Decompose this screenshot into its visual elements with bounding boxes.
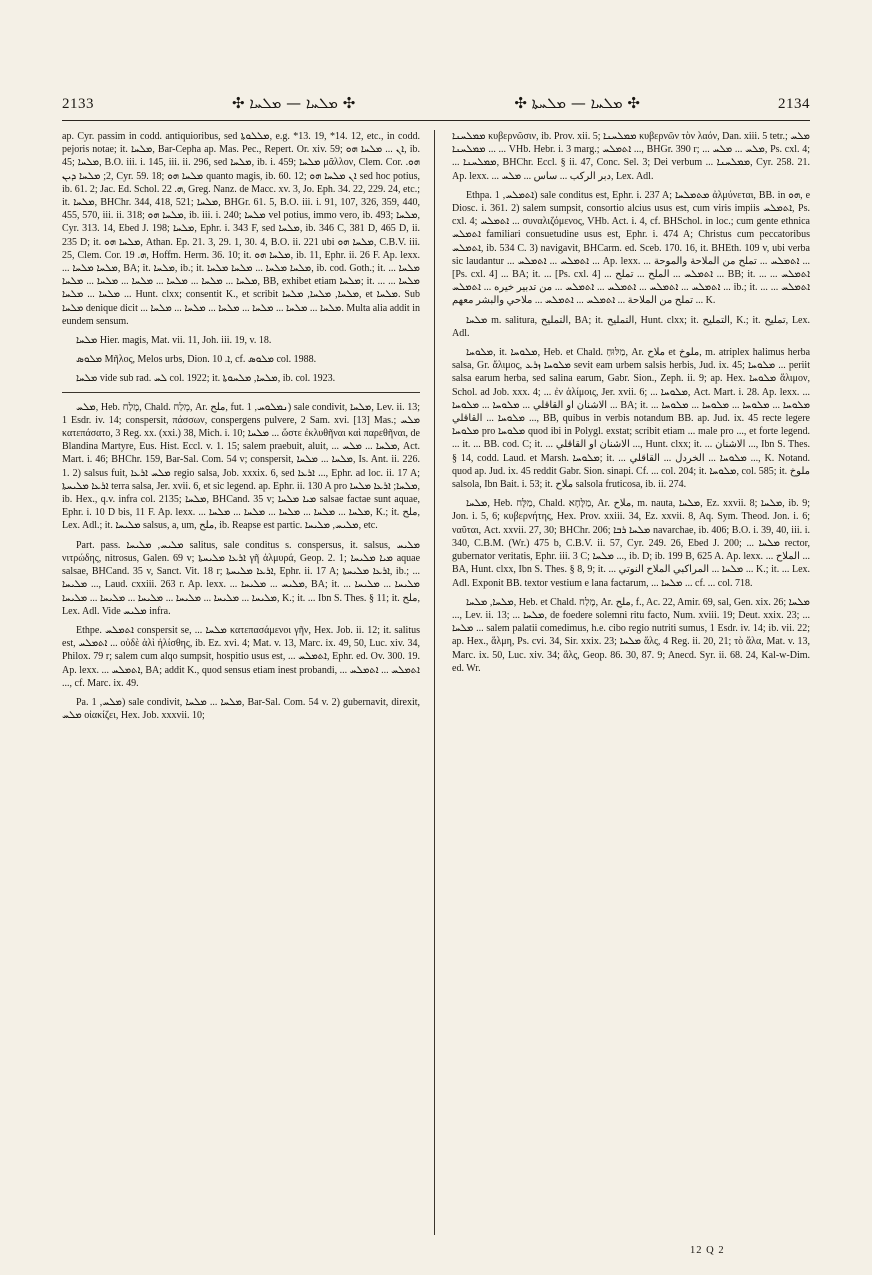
entry-paragraph: ܡܠܚܐ m. salitura, التمليح, BA; it. التمليح, Hunt. clxx; it. التمليح, K.; it. تمليح, Lex. Adl. [452, 314, 810, 339]
right-column [452, 130, 810, 1235]
left-column [62, 130, 420, 1235]
entry-paragraph: Part. pass. ܡܠܝܚ, ܡܠܝܚܐ salitus, sale conditus s. conspersus, it. salsus, ܡܠܝܚ νιτρώδης, nitrosus, Galen. 69 v; ܐܪܥܐ ܡܠܝܚܬܐ γῆ ἁλμυρά, Geop. 2. 1; ܡܝܐ ܡܠܝܚܐ aquae salsae, BHCand. 35 v, Sanct. Vit. 18 r; ܐܪܥܐ ܡܠܝܚܬܐ, Ephr. ii. 17 A; ܐܪܥܐ ܡܠܝܚܬܐ, ib.; ... ܡܠܝܚܐ ..., Laud. cxxiii. 263 r. Ap. lexx. ... ܡܠܝܚ ... ܡܠܝܚܐ, BA; it. ܡܠܝܚܐ ... ܡܠܝܚܐ ... ܡܠܝܚܐ ... ܡܠܝܚܐ ... ܡܠܝܚܐ ... ܡܠܝܚܐ ... ܡܠܝܚܐ ... ܡܠܝܚܐ, K.; it. ... Ibn S. Thes. § 11; it. ملح, Lex. Adl. Vide ܡܠܝܚ infra. [62, 539, 420, 617]
entry-paragraph: ܡܠܚ, Heb. מָלַח, Chald. מְלַח, Ar. ملح, fut. ܢܡܠܘܚ, 1) sale condivit, ܡܠܚܐ, Lev. ii. 13; 1 Esdr. iv. 14; conspersit, πάσσων, conspergens pulvere, 2 Sam. xvi. [13] Mas.; ܡܠܚ κατεπάσατο, 3 Reg. xx. (xxi.) 38, Mich. i. 10; ܡܠܚܐ ... ὥστε ἐκλυθῆναι καὶ παρεθῆναι, de Blandina Martyre, Eus. Hist. Eccl. v. 1. 15; salem praebuit, aluit, ... ܡܠܚܐ ... ܡܠܚ, Act. Mart. i. 46; BHChr. 159, Bar-Sal. Com. 54 v; conspersit, ܡܠܚܐ ... ܡܠܚܐ, Is. Ant. ii. 226. 1. 2) salsus fuit, ܡܠܚ ܐܪܥܐ regio salsa, Job. xxxix. 6, sed ܐܪܥܐ ..., Ephr. ad loc. ii. 17 A; ܐܪܥܐ ܡܠܝܚܬܐ terra salsa, Jer. xvii. 6, et sic legend. ap. Ephr. ii. 130 A pro ܡܠܚܐ; ܐܪܥܐ ܡܠܚܐ, ib. Hex., q.v. infra col. 2135; ܡܠܚܐ, BHCand. 35 v; ܡܝܐ ܡܠܚܐ salsae factae sunt aquae, Ephr. i. 10 D bis, 11 F. Ap. lexx. ... ܡܠܚܐ ... ܡܠܚܐ ... ܡܠܚܐ ... ܡܠܚܐ ... ܡܠܚܐ, K.; it. ملح, Lex. Adl.; it. ܡܠܝܚܐ salsus, a, um, ملح, ib. Reapse est partic. ܡܠܝܚ, ܡܠܝܚܐ, etc. [62, 401, 420, 532]
signature-mark: 12 Q 2 [690, 1245, 725, 1256]
right-page-number: 2134 [778, 96, 810, 112]
entry-paragraph: Pa. ܡܠܚ, 1) sale condivit, ܡܠܚܐ ... ܡܠܚܐ, Bar-Sal. Com. 54 v. 2) gubernavit, direxit, ܡܠܚ οἰακίζει, Hex. Job. xxxvii. 10; [62, 696, 420, 722]
entry-paragraph: ܡܠܚܐ, Heb. מַלָּח, Chald. מַלָּחָא, Ar. ملاح, m. nauta, ܡܠܚܐ, Ez. xxvii. 8; ܡܠܚܐ, ib. 9; Jon. i. 5, 6; κυβερνήτης, Hex. Prov. xxiii. 34, Ez. xxvii. 8, Aq. Sym. Theod. Jon. i. 6; ναῦται, Act. xxvii. 27, 30; BHChr. 206; ܡܠܚܐ ܪܒܐ navarchae, ib. 406; B.O. i. 39, 40, iii. i. 340, C.B.M. (Wr.) 475 b, C.B.V. ii. 57, Cyr. 249. 26, Ebed J. 200; ... ܡܠܚܐ rector, gubernator veritatis, Ephr. iii. 3 C; ܡܠܚܐ ..., ib. D; ib. 199 B, 625 A. Ap. lexx. ... الملاح ... BA, Hunt. clxx, Ibn S. Thes. § 8, 9; it. ... ܡܠܚܐ ... المراكبي الملاح النوتي ... K.; it. ... Lex. Adl. Exponit BB. textor vestium e lana factarum, ... ܡܠܚܐ ... cf. ... col. 718. [452, 498, 810, 589]
entry-paragraph: ܡܠܚܐ, ܡܠܚܐ, Heb. et Chald. מֶלַח, Ar. ملح, f., Ac. 22, Amir. 69, sal, Gen. xix. 26; ܡܠܚܐ ..., Lev. ii. 13; ... ܡܠܚܐ, de foedere solemni ritu facto, Num. xviii. 19; Deut. xxix. 23; ... ܡܠܚܐ ... salem palatii comedimus, h.e. cibo regio nutriti sumus, 1 Esdr. iv. 14; ib. vii. 22; ap. Hex., ἅλμη, Ps. cvi. 34, Sir. xxix. 23; ܡܠܚܐ ἅλς, 4 Reg. ii. 20, 21; τὸ ἅλα, Mat. v. 13, Marc. ix. 50, Luc. xiv. 34; ἅλς, Geop. 86. 30, 87. 9; Anecd. Syr. ii. 68. 24, Kal-w-Dim. ed. Wr. [452, 596, 810, 674]
left-running-head: ✣ ܡܠܚܐ — ܡܠܚܐ ✣ [232, 94, 356, 112]
entry-paragraph: ܡܠܘܚܐ, it. ܡܠܘܚܐ, Heb. et Chald. מַלּוּחַ, Ar. ملاح et ملوخ, m. atriplex halimus herba salsa, Gr. ἅλιμος, ܡܠܘܚܐ ܙܪܥ sevit eam urbem salsis herbis, Jud. ix. 45; ܡܠܘܚܐ ... periit salsa earum herba, sed salina earum, Gabr. Sion., Zeph. ii. 9; ap. Hex. ܡܠܘܚܐ ἅλιμον, Schol. ad Job. xxx. 4; ... ἐν ἁλίμοις, Jer. xvii. 6; ... ܡܠܘܚܐ, Act. Mart. i. 28. Ap. lexx. ... الاشنان او القاقلي ... ܡܠܘܚܐ ... ܡܠܘܚܐ ... BA; it. ... ܡܠܘܚܐ ... ܡܠܘܚܐ ... ܡܠܘܚܐ ... ܡܠܘܚܐ ... ܡܠܘܚܐ ... القاقلي, BB, quibus in verbis notandum BB. ap. Jud. ix. 45 recte legere ܡܠܘܚܐ pro ܡܠܘܚܐ quod ibi in Polygl. exstat; scribit etiam ... male pro ..., et forte legend. ... it. ... BB. cod. C; it. ... الاشنان او القاقلي ..., Hunt. clxx; it. ... الاشنان ..., Ibn S. Thes. § 14, codd. Laud. et Marsh. ܡܠܘܚܐ; it. ... ܡܠܘܚܐ ... الخردل ... القاقلي ..., K. Notand. quod ap. Jud. ix. 45 reddit Gabr. Sion. sinapi. Cf. ... col. 204; it. ܡܠܘܚܐ, col. 585; it. ملوخ salsola, Ibn Bait. i. 53; it. ملاح salsola fruticosa, ib. ii. 274. [452, 347, 810, 491]
entry-paragraph: Ethpa. ܐܬܡܠܚ, 1) sale conditus est, Ephr. i. 237 A; ܡܬܡܠܚܐ ἀλμύνεται, BB. in ܗܘ, e Diosc. i. 361. 2) salem sumpsit, consortio alcius usus est, cum viris impiis ܐܬܡܠܚ, Ps. cxl. 4; ܐܬܡܠܚ ... συναλιζόμενος, VHb. Act. i. 4, cf. BHSchol. in loc.; cum gente ethnica ܐܬܡܠܚ familiari consuetudine usus est, Ephr. i. 474 A; Christus cum peccatoribus ܐܬܡܠܚ, ib. 534 C. 3) navigavit, BHCarm. ed. Sceb. 170. 16, it. BHEth. 109 v, ubi verba sic laudantur ... ܐܬܡܠܚ ... ܐܬܡܠܚ ... Ap. lexx. ... ܐܬܡܠܚ ... تملح من الملاحة والموحة ... [Ps. cxl. 4] ... BA; it. ... [Ps. cxl. 4] ... ܐܬܡܠܚ ... الملح ... تملح ... BB; it. ... ܐܬܡܠܚ ... ܐܬܡܠܚ ... ܐܬܡܠܚ ... ܐܬܡܠܚ ... ܐܬܡܠܚ ... من تدبير خيره ... ܐܬܡܠܚ ... ib.; it. ... ܐܬܡܠܚ ... تملح من الملاحة ... ܐܬܡܠܚ ... ܐܬܡܠܚ ... ملاحي والبشر معهم ... K. [452, 189, 810, 307]
left-page-number: 2133 [62, 96, 94, 112]
entry-paragraph: ܡܠܚܐ Hier. magis, Mat. vii. 11, Joh. iii. 19, v. 18. [76, 335, 272, 347]
entry-paragraph: ܡܠܚܐ vide sub rad. ܠܚ col. 1922; it. ܡܠܚܐ, ܡܠܚܘܬܐ, ib. col. 1923. [76, 373, 336, 385]
page-header [62, 92, 810, 121]
column-divider [434, 130, 435, 1235]
entry-paragraph: ܡܠܘܣ Μῆλος, Melos urbs, Dion. ܐ. 10, cf. ܡܠܘܣ col. 1988. [76, 354, 317, 366]
entry-paragraph: ap. Cyr. passim in codd. antiquioribus, sed ܡܠܠܘܬܐ, e.g. *13. 19, *14. 12, etc., in codd. pejoris notae; it. ܡܠܚܐ, Bar-Cepha ap. Mas. Pec., Repert. Or. xiv. 59; ܐܢ ... ܡܠܚܐ ܗܘ, ib. 45; ܡܠܚܐ, B.O. iii. i. 145, iii. ii. 296, sed ܡܠܚܐ, ib. i. 459; ܡܠܚܐ μᾶλλον, Clem. Cor. ܗܘ. 2; ܡܠܚܐ ܕܝܢ, Cyr. 59. 18; ܡܠܚܐ ܗܘ quanto magis, ib. 60. 12; ܐܢ ܡܠܚܐ ܗܘ sed hoc potius, ib. 61. 2; Jac. Ed. Schol. ܗ. 22, Greg. Nanz. de Macc. xv. 3, Jo. Eph. 34. 22, 229. 24, etc.; it. ܡܠܚܐ, BHChr. 344, 418, 521; ܡܠܚܐ, BHGr. 61. 5, B.O. iii. i. 91, 107, 326, 359, 440, 455, 570, iii. ii. 318; ܡܠܚܐ ܗܘ, ib. iii. i. 240; ܡܠܚܐ vel potius, immo vero, ib. 493; ܡܠܚܐ, Cyr. 313. 14, Ebed J. 198; ܡܠܚܐ, Ephr. i. 343 F, sed ܡܠܚܐ, ib. 346 C, 381 D, 465 D, ii. 235 D; it. ܡܠܚܐ ܗܘ, Athan. Ep. 21. 3, 29. 1, 30. 4, B.O. ii. 221 ubi ܡܠܚܐ ܗܘ, C.B.V. iii. 25, Clem. Cor. ܗ. 19, Hoffm. Herm. 36. 10; it. ܡܠܚܐ ܗܘ, ib. 11, Ephr. ii. 26 F. Ap. lexx. ... ܡܠܚܐ ܡܠܚܐ, BA; it. ܡܠܚܐ, ib.; it. ܡܠܚܐ ܡܠܚܐ ... ܡܠܚܐ ܡܠܚܐ, ib. cod. Goth.; it. ܡܠܚܐ ... ܡܠܚܐ ... ܡܠܚܐ ... ܡܠܚܐ ... ܡܠܚܐ ... ܡܠܚܐ ... ܡܠܚܐ, BB, exhibet etiam ܡܠܚܐ; it. ... ܡܠܚܐ ... ܡܠܚܐ ... ܡܠܚܐ ... Hunt. clxx; consentit K., et scribit ܡܠܚܐ, ܡܠܚܐ, ܡܠܚܐ, et ܡܠܚܐ. Sub ܡܠܚܐ denique dicit ... ܡܠܚܐ ... ܡܠܚܐ ... ܡܠܚܐ ... ܡܠܚܐ ... ܡܠܚܐ ... ܡܠܚܐ. Multa alia addit in eundem sensum. [62, 131, 420, 327]
section-divider [62, 392, 420, 393]
entry-paragraph: ܡܡܠܚܢܐ κυβερνῶσιν, ib. Prov. xii. 5; ܡܡܠܚܢܐ κυβερνῶν τὸν λαόν, Dan. xiii. 5 tetr.; ܡܠܚ ... ܡܡܠܚܢܐ ... VHb. Hebr. i. 3 marg.; ܐܬܡܠܚ ..., BHGr. 390 r; ... ܡܠܚ ... ܡܠܚ, Ps. cxl. 4; ... ܡܡܠܚܢܐ, BHChr. Eccl. § ii. 47, Conc. Sel. 3; Dei verbum ... ܡܡܠܚܢܐ, Cyr. 258. 21. Ap. lexx. ... دبر الركب ... ساس ... ܡܠܚ, Lex. Adl. [452, 131, 810, 182]
entry-paragraph: Ethpe. ܐܬܡܠܚ conspersit se, ... ܡܠܚܐ κατεπασάμενοι γῆν, Hex. Job. ii. 12; it. salitus est, ܐܬܡܠܚ ... οὐδὲ ἁλὶ ἡλίσθης, ib. Ez. xvi. 4; Mat. v. 13, Marc. ix. 49, 50, Luc. xiv. 34, Philox. 79 r; salem cum alqo sumpsit, hospitio usus est, ... ܐܬܡܠܚ, Ephr. ed. Ov. 300. 19. Ap. lexx. ... ܐܬܡܠܚ, BA; addit K., quod sensus etiam inest probandi, ... ܐܬܡܠܚ ... ܐܬܡܠܚ ..., cf. Marc. ix. 49. [62, 624, 420, 689]
right-running-head: ✣ ܡܠܚܐ — ܡܠܚܬܐ ✣ [514, 94, 640, 112]
